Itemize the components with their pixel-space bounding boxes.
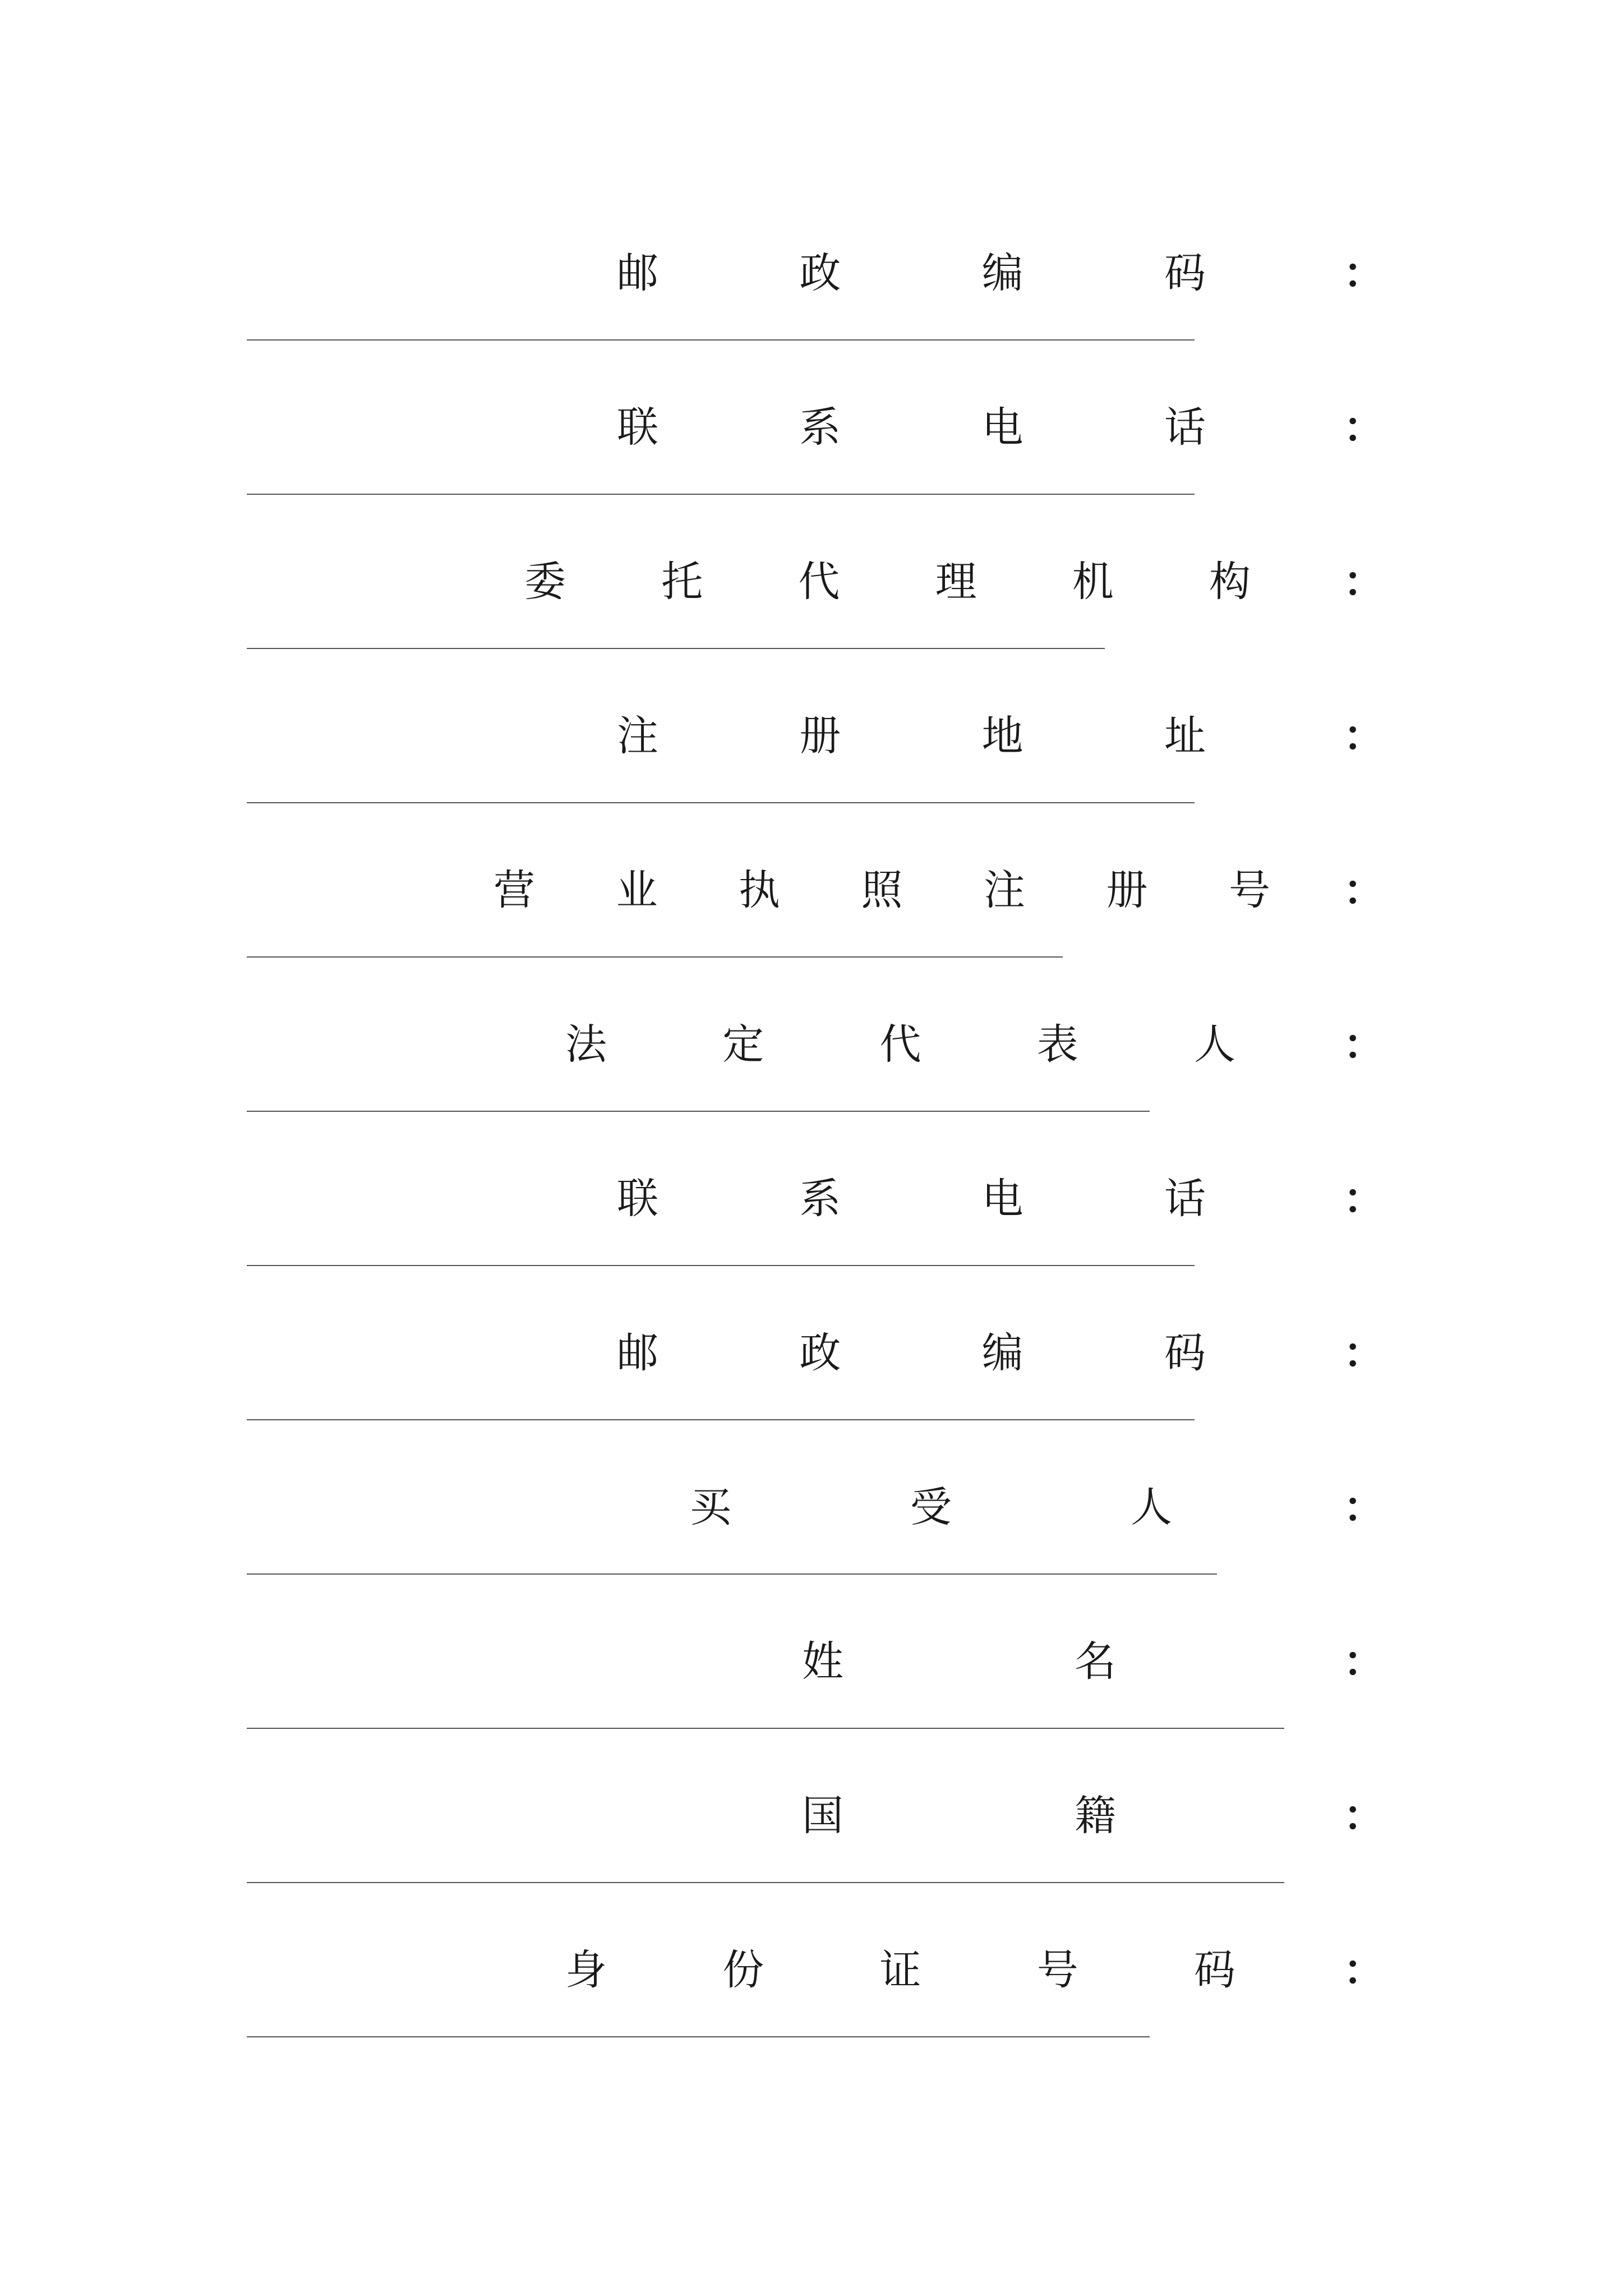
- fill-in-blank[interactable]: [247, 1728, 1284, 1729]
- label-char: 系: [799, 1175, 841, 1223]
- field-row-postal-code-1: [0, 214, 1623, 369]
- fill-in-blank[interactable]: [247, 339, 1195, 341]
- field-row-name: [0, 1603, 1623, 1757]
- label-char: 地: [981, 712, 1023, 760]
- label-char: 理: [935, 558, 977, 606]
- colon: ：: [1343, 866, 1385, 914]
- field-label: [802, 1631, 1116, 1692]
- fill-in-blank[interactable]: [247, 648, 1105, 649]
- colon: ：: [1343, 1329, 1385, 1377]
- label-char: 定: [722, 1020, 764, 1069]
- label-char: 码: [1164, 249, 1206, 297]
- label-char: 买: [690, 1483, 731, 1531]
- field-label: [524, 551, 1251, 613]
- field-row-phone-1: [0, 369, 1623, 523]
- field-label: [617, 242, 1206, 304]
- label-char: 营: [494, 866, 535, 914]
- label-char: 话: [1164, 1175, 1206, 1223]
- field-row-buyer: [0, 1448, 1623, 1603]
- field-label: [565, 1939, 1235, 2001]
- label-char: 证: [879, 1946, 921, 1994]
- label-char: 话: [1164, 403, 1206, 452]
- label-char: 执: [739, 866, 780, 914]
- label-char: 系: [799, 403, 841, 452]
- label-char: 编: [981, 1329, 1023, 1377]
- label-char: 构: [1209, 558, 1251, 606]
- colon: ：: [1343, 403, 1385, 452]
- label-char: 身: [565, 1946, 607, 1994]
- fill-in-blank[interactable]: [247, 802, 1195, 803]
- label-char: 名: [1075, 1637, 1116, 1686]
- label-char: 册: [799, 712, 841, 760]
- colon: ：: [1343, 1792, 1385, 1840]
- label-char: 编: [981, 249, 1023, 297]
- label-char: 人: [1194, 1020, 1235, 1069]
- label-char: 号: [1229, 866, 1270, 914]
- label-char: 邮: [617, 249, 658, 297]
- colon: ：: [1343, 1483, 1385, 1531]
- label-char: 电: [981, 1175, 1023, 1223]
- field-row-agency: [0, 523, 1623, 677]
- label-char: 籍: [1075, 1792, 1116, 1840]
- colon: ：: [1343, 249, 1385, 297]
- fill-in-blank[interactable]: [247, 2036, 1150, 2037]
- label-char: 委: [524, 558, 566, 606]
- label-char: 受: [910, 1483, 952, 1531]
- colon: ：: [1343, 1175, 1385, 1223]
- label-char: 托: [661, 558, 703, 606]
- fill-in-blank[interactable]: [247, 1265, 1195, 1266]
- field-row-nationality: [0, 1757, 1623, 1911]
- label-char: 机: [1072, 558, 1114, 606]
- label-char: 政: [799, 1329, 841, 1377]
- field-label: [802, 1785, 1116, 1847]
- fill-in-blank[interactable]: [247, 1419, 1195, 1420]
- label-char: 表: [1036, 1020, 1078, 1069]
- field-row-legal-representative: [0, 986, 1623, 1140]
- field-label: [565, 1014, 1235, 1075]
- colon: ：: [1343, 1637, 1385, 1686]
- label-char: 业: [616, 866, 658, 914]
- label-char: 址: [1164, 712, 1206, 760]
- label-char: 册: [1106, 866, 1148, 914]
- field-label: [617, 1168, 1206, 1230]
- label-char: 号: [1036, 1946, 1078, 1994]
- fill-in-blank[interactable]: [247, 956, 1063, 958]
- label-char: 联: [617, 403, 658, 452]
- label-char: 照: [861, 866, 903, 914]
- field-row-postal-code-2: [0, 1294, 1623, 1448]
- colon: ：: [1343, 1020, 1385, 1069]
- label-char: 政: [799, 249, 841, 297]
- fill-in-blank[interactable]: [247, 494, 1195, 495]
- label-char: 邮: [617, 1329, 658, 1377]
- label-char: 代: [798, 558, 840, 606]
- field-row-business-license: [0, 831, 1623, 986]
- field-label: [617, 705, 1206, 767]
- label-char: 代: [879, 1020, 921, 1069]
- fill-in-blank[interactable]: [247, 1882, 1284, 1883]
- label-char: 注: [617, 712, 658, 760]
- label-char: 码: [1194, 1946, 1235, 1994]
- label-char: 姓: [802, 1637, 843, 1686]
- field-label: [690, 1476, 1172, 1538]
- label-char: 法: [565, 1020, 607, 1069]
- fill-in-blank[interactable]: [247, 1573, 1217, 1575]
- colon: ：: [1343, 1946, 1385, 1994]
- field-row-id-number: [0, 1911, 1623, 2065]
- colon: ：: [1343, 558, 1385, 606]
- label-char: 注: [984, 866, 1025, 914]
- label-char: 人: [1131, 1483, 1172, 1531]
- colon: ：: [1343, 712, 1385, 760]
- field-row-registered-address: [0, 677, 1623, 831]
- field-label: [617, 1322, 1206, 1384]
- field-label: [494, 859, 1270, 921]
- field-row-phone-2: [0, 1140, 1623, 1294]
- label-char: 国: [802, 1792, 843, 1840]
- field-label: [617, 397, 1206, 458]
- fill-in-blank[interactable]: [247, 1111, 1150, 1112]
- label-char: 份: [722, 1946, 764, 1994]
- label-char: 电: [981, 403, 1023, 452]
- label-char: 联: [617, 1175, 658, 1223]
- label-char: 码: [1164, 1329, 1206, 1377]
